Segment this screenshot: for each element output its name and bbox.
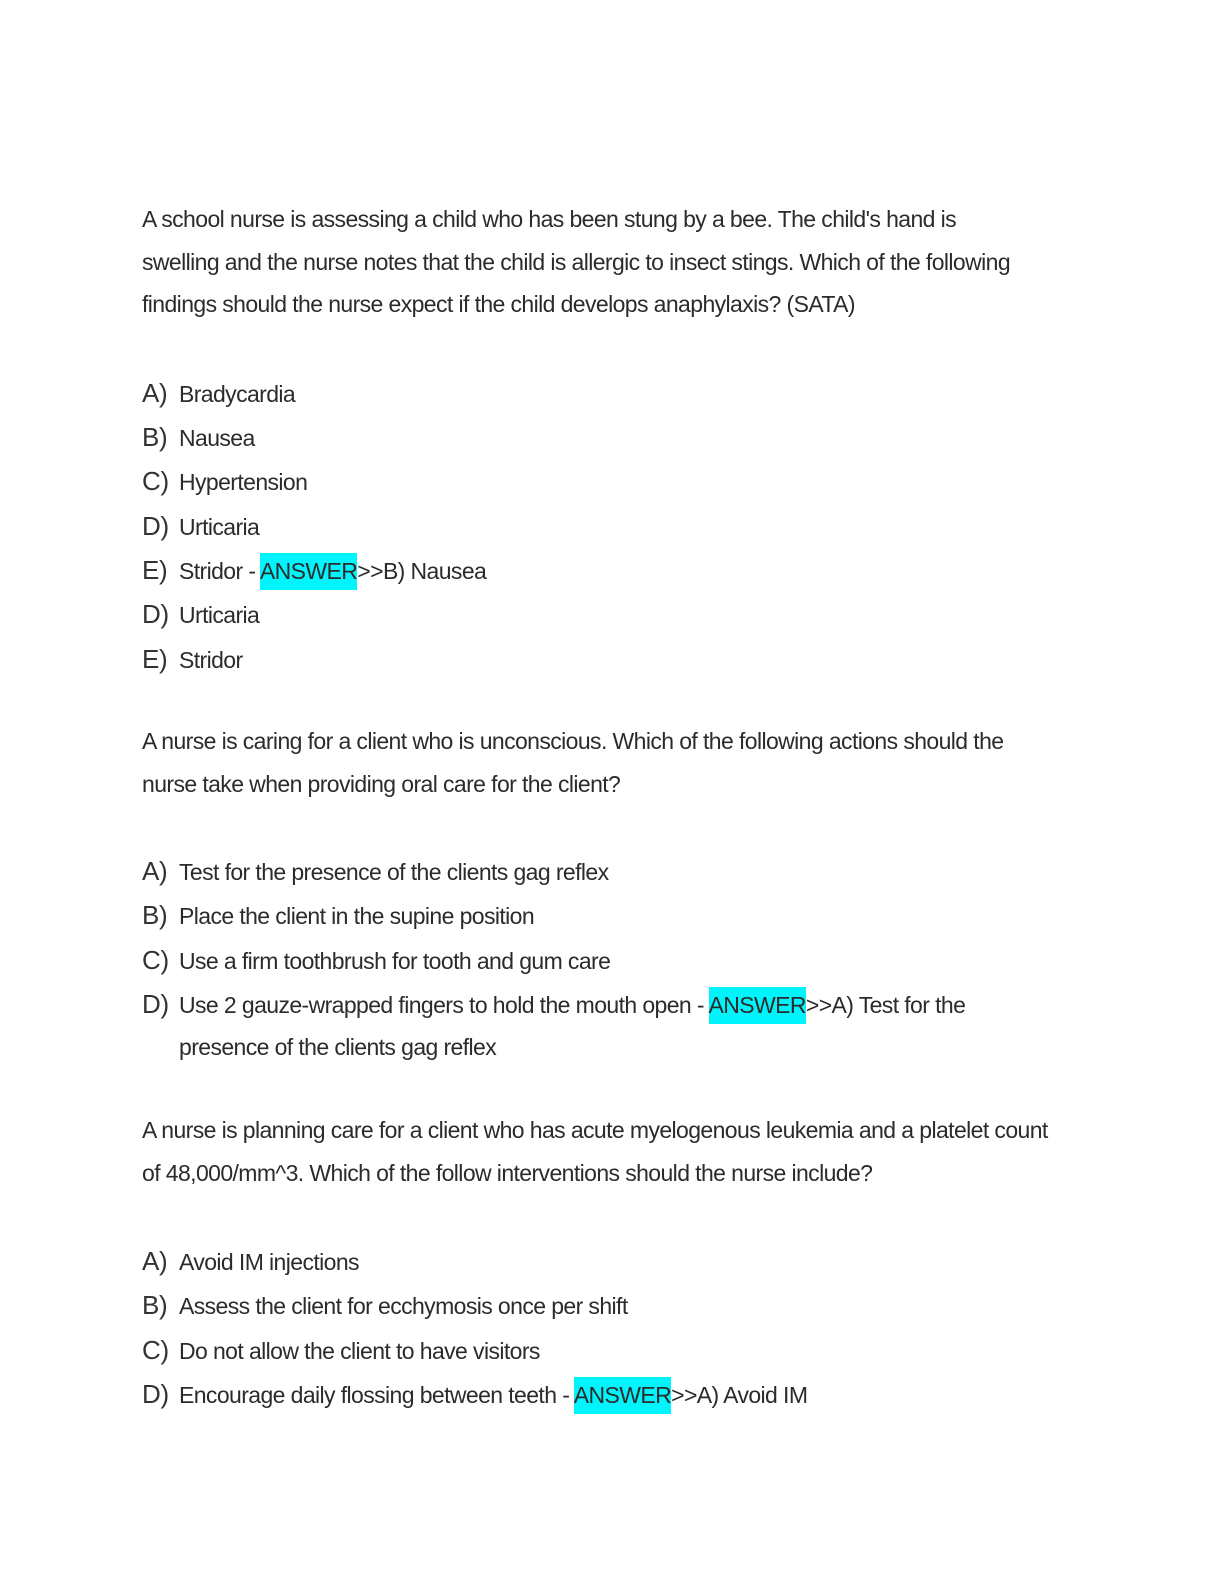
option-text: Use 2 gauze-wrapped fingers to hold the mouth open - <box>179 992 709 1019</box>
answer-text: >>A) Test for the <box>805 992 966 1019</box>
option-item <box>142 594 1062 638</box>
option-letter: D) <box>142 599 169 630</box>
answer-text: >>A) Avoid IM <box>671 1382 808 1409</box>
question-stem: A nurse is planning care for a client who has acute myelogenous leukemia and a platelet count of 48,000/mm^3. Which of the follow interventions should the nurse include? <box>142 1117 1048 1186</box>
option-item <box>142 1330 1062 1374</box>
option-item <box>142 373 1062 417</box>
option-item <box>142 940 1062 984</box>
option-list <box>142 851 1062 1068</box>
option-item <box>142 639 1062 683</box>
option-list <box>142 1241 1062 1419</box>
option-letter: C) <box>142 1334 169 1365</box>
option-text: Place the client in the supine position <box>179 903 535 930</box>
option-letter: B) <box>142 1290 168 1321</box>
answer-continuation: presence of the clients gag reflex <box>179 1034 497 1061</box>
option-letter: E) <box>142 555 168 586</box>
option-letter: A) <box>142 1246 168 1276</box>
question-2 <box>142 720 1062 1068</box>
option-letter: C) <box>142 466 169 497</box>
question-1 <box>142 198 1062 683</box>
option-item <box>142 461 1062 505</box>
option-text: Encourage daily flossing between teeth - <box>179 1382 574 1409</box>
option-item <box>142 1285 1062 1329</box>
option-item-answer <box>142 984 1062 1068</box>
option-item <box>142 851 1062 895</box>
option-text: Urticaria <box>179 513 260 540</box>
answer-text: >>B) Nausea <box>357 558 487 585</box>
answer-highlight: ANSWER <box>574 1377 671 1414</box>
option-text: Assess the client for ecchymosis once per shift <box>179 1293 628 1320</box>
option-item <box>142 895 1062 939</box>
option-text: Hypertension <box>179 469 308 496</box>
option-list <box>142 373 1062 684</box>
option-text: Urticaria <box>179 602 260 629</box>
option-item <box>142 1241 1062 1285</box>
option-letter: E) <box>142 643 168 674</box>
option-letter: B) <box>142 421 168 452</box>
option-item-answer <box>142 1374 1062 1418</box>
option-letter: C) <box>142 944 169 975</box>
option-text: Stridor <box>179 646 243 673</box>
option-text: Nausea <box>179 424 255 451</box>
option-letter: A) <box>142 377 168 408</box>
option-text: Use a firm toothbrush for tooth and gum care <box>179 947 611 974</box>
option-letter: D) <box>142 1379 169 1410</box>
question-stem: A nurse is caring for a client who is unconscious. Which of the following actions should the nurse take when providing oral care for the client? <box>142 728 1004 797</box>
option-text: Test for the presence of the clients gag reflex <box>179 859 609 885</box>
option-letter: D) <box>142 989 169 1020</box>
option-item-answer <box>142 550 1062 594</box>
question-3 <box>142 1109 1062 1419</box>
option-item <box>142 506 1062 550</box>
option-letter: D) <box>142 510 169 541</box>
answer-highlight: ANSWER <box>709 987 806 1024</box>
option-text: Bradycardia <box>179 380 296 407</box>
question-stem: A school nurse is assessing a child who has been stung by a bee. The child's hand is swelling and the nurse notes that the child is allergic to insect stings. Which of the following findings should the nurse expect if the child develops anaphylaxis? (SATA) <box>142 206 1011 317</box>
option-letter: B) <box>142 900 168 931</box>
option-text: Do not allow the client to have visitors <box>179 1337 540 1364</box>
answer-highlight: ANSWER <box>260 553 357 590</box>
option-item <box>142 417 1062 461</box>
option-text: Avoid IM injections <box>179 1249 359 1275</box>
option-letter: A) <box>142 856 168 886</box>
option-text: Stridor - <box>179 558 260 585</box>
